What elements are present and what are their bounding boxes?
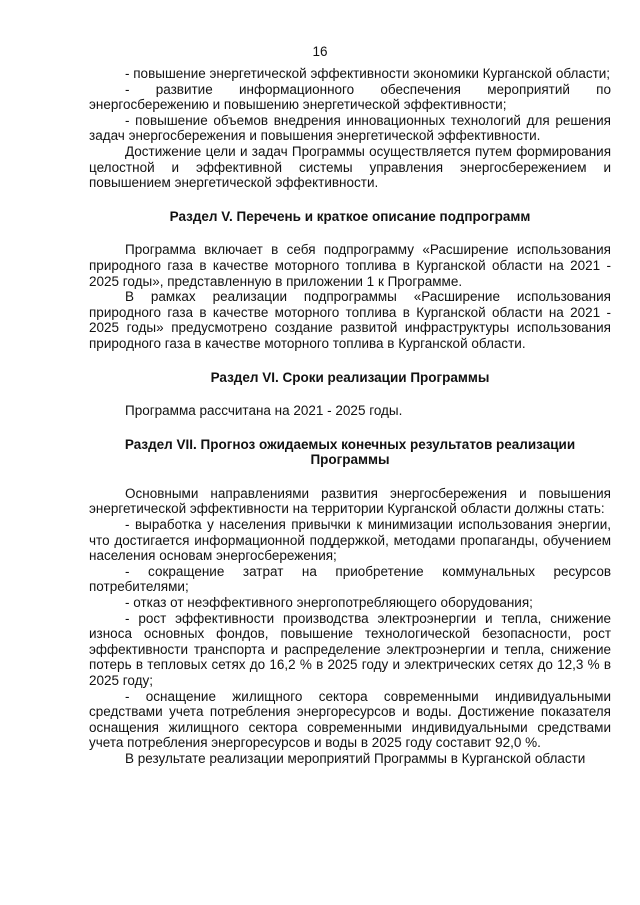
section-7-title-line-1: Раздел VII. Прогноз ожидаемых конечных результатов реализации [124,436,576,452]
section-6-title: Раздел VI. Сроки реализации Программы [210,369,490,385]
section-7-paragraph: - оснащение жилищного сектора современными индивидуальными средствами учета потребления энергоресурсов и воды. Достижение показателя оснащения жилищного сектора современными индивидуальными средствами учета потребления энергоресурсов и воды в 2025 году составит 92,0 %. [89,688,611,751]
section-7-paragraph: - отказ от неэффективного энергопотребляющего оборудования; [125,595,533,611]
section-5-paragraph: В рамках реализации подпрограммы «Расширение использования природного газа в качестве моторного топлива в Курганской области на 2021 - 2025 годы» предусмотрено создание развитой инфраструктуры использования природного газа в качестве моторного топлива в Курганской области. [89,289,611,351]
section-7-paragraph: - рост эффективности производства электроэнергии и тепла, снижение износа основных фондов, повышение технологической безопасности, рост эффективности транспорта и распределение электроэнергии и тепла, снижение потерь в тепловых сетях до 16,2 % в 2025 году и электрических сетях до 12,3 % в 2025 году; [89,610,611,688]
section-7-paragraph: В результате реализации мероприятий Программы в Курганской области [125,750,586,766]
section-5-paragraph: Программа включает в себя подпрограмму «Расширение использования природного газа в качестве моторного топлива в Курганской области на 2021 - 2025 годы», представленную в приложении 1 к Программе. [89,242,611,289]
section-7-paragraph: - сокращение затрат на приобретение коммунальных ресурсов потребителями; [89,563,611,595]
intro-paragraph: - повышение энергетической эффективности экономики Курганской области; [125,66,611,81]
page-number: 16 [312,44,328,59]
section-7-title-line-2: Программы [310,452,390,468]
intro-paragraph: - повышение объемов внедрения инновационных технологий для решения задач энергосбережения и повышения энергетической эффективности. [89,112,611,144]
document-body [89,66,611,767]
section-7-paragraph: - выработка у населения привычки к минимизации использования энергии, что достигается информационной поддержкой, методами пропаганды, обучением населения основам энергосбережения; [89,517,611,564]
section-6-paragraph: Программа рассчитана на 2021 - 2025 годы. [125,403,403,419]
section-7-title [89,437,611,468]
intro-paragraph: - развитие информационного обеспечения мероприятий по энергосбережению и повышению энергетической эффективности; [89,81,611,113]
intro-paragraph: Достижение цели и задач Программы осуществляется путем формирования целостной и эффективной системы управления энергосбережением и повышением энергетической эффективности. [89,143,611,191]
section-5-title: Раздел V. Перечень и краткое описание подпрограмм [169,208,531,224]
section-7-paragraph: Основными направлениями развития энергосбережения и повышения энергетической эффективности на территории Курганской области должны стать: [89,485,611,517]
